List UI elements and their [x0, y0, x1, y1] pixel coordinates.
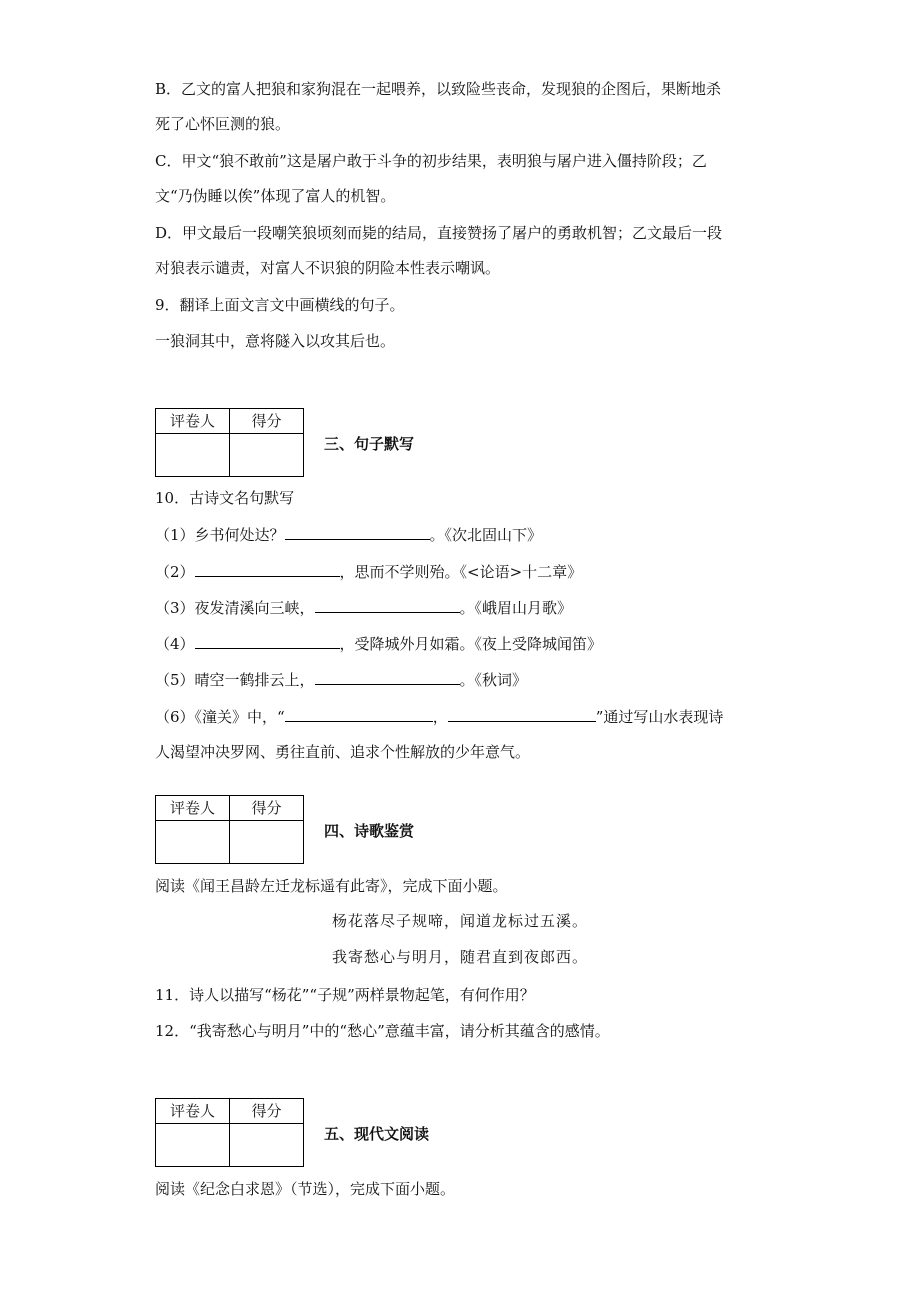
score-box-section4: [155, 795, 304, 864]
score-box-score-cell: [230, 434, 304, 477]
q10-item-1: [155, 524, 542, 545]
q10-item-4-post: ，受降城外月如霜。《夜上受降城闻笛》: [339, 635, 603, 653]
score-box-score-label: 得分: [230, 796, 304, 821]
q10-item-6-pre: （6）《潼关》中，“: [155, 708, 285, 726]
score-box-grader-label: 评卷人: [156, 409, 230, 434]
q10-item-2-post: ，思而不学则殆。《<论语>十二章》: [339, 563, 583, 581]
section-5-title: 五、现代文阅读: [324, 1125, 430, 1143]
q10-item-5-post: 。《秋词》: [459, 671, 528, 689]
q10-item-1-pre: （1）乡书何处达？: [155, 526, 285, 544]
q10-item-3: [155, 597, 572, 618]
score-box-grader-label: 评卷人: [156, 1099, 230, 1124]
option-c-line1: C．甲文“狼不敢前”这是屠户敢于斗争的初步结果，表明狼与屠户进入僵持阶段；乙: [155, 152, 707, 170]
option-b-line2: 死了心怀叵测的狼。: [155, 115, 291, 133]
section-5-intro: 阅读《纪念白求恩》（节选），完成下面小题。: [155, 1180, 456, 1198]
score-box-score-label: 得分: [230, 409, 304, 434]
option-d-line1: D．甲文最后一段嘲笑狼顷刻而毙的结局，直接赞扬了屠户的勇敢机智；乙文最后一段: [155, 224, 723, 242]
score-box-grader-cell: [156, 434, 230, 477]
q10-item-3-pre: （3）夜发清溪向三峡，: [155, 599, 315, 617]
q10-item-3-post: 。《峨眉山月歌》: [459, 599, 573, 617]
q10-item-4: [155, 633, 602, 654]
answer-blank[interactable]: [195, 633, 340, 649]
poem-line-1: 杨花落尽子规啼，闻道龙标过五溪。: [331, 912, 588, 930]
question-9-prompt: 9．翻译上面文言文中画横线的句子。: [155, 296, 405, 314]
option-b-line1: B．乙文的富人把狼和家狗混在一起喂养，以致险些丧命，发现狼的企图后，果断地杀: [155, 80, 722, 98]
q10-item-6-line2: 人渴望冲决罗网、勇往直前、追求个性解放的少年意气。: [155, 743, 531, 761]
section-4-title: 四、诗歌鉴赏: [324, 822, 415, 840]
option-c-line2: 文“乃伪睡以俟”体现了富人的机智。: [155, 187, 396, 205]
section-3-title: 三、句子默写: [324, 435, 415, 453]
q10-item-2: [155, 561, 582, 582]
q10-item-4-pre: （4）: [155, 635, 195, 653]
score-box-score-cell: [230, 821, 304, 864]
question-10-prompt: 10．古诗文名句默写: [155, 489, 295, 507]
score-box-grader-label: 评卷人: [156, 796, 230, 821]
answer-blank[interactable]: [195, 561, 340, 577]
poem-line-2: 我寄愁心与明月，随君直到夜郎西。: [331, 948, 588, 966]
question-11: 11．诗人以描写“杨花”“子规”两样景物起笔，有何作用？: [155, 986, 535, 1004]
q10-item-6-post: ”通过写山水表现诗: [595, 708, 724, 726]
answer-blank[interactable]: [448, 706, 596, 722]
question-9-sentence: 一狼洞其中，意将隧入以攻其后也。: [155, 332, 396, 350]
question-12: 12．“我寄愁心与明月”中的“愁心”意蕴丰富，请分析其蕴含的感情。: [155, 1022, 610, 1040]
answer-blank[interactable]: [285, 524, 430, 540]
score-box-score-cell: [230, 1124, 304, 1167]
score-box-grader-cell: [156, 1124, 230, 1167]
section-4-intro: 阅读《闻王昌龄左迁龙标遥有此寄》，完成下面小题。: [155, 877, 508, 895]
score-box-section5: [155, 1098, 304, 1167]
answer-blank[interactable]: [315, 597, 460, 613]
score-box-grader-cell: [156, 821, 230, 864]
option-d-line2: 对狼表示谴责，对富人不识狼的阴险本性表示嘲讽。: [155, 259, 501, 277]
q10-item-1-post: 。《次北固山下》: [429, 526, 543, 544]
q10-item-6: [155, 706, 723, 727]
q10-item-6-mid: ，: [432, 708, 448, 726]
q10-item-5: [155, 669, 527, 690]
q10-item-2-pre: （2）: [155, 563, 195, 581]
answer-blank[interactable]: [315, 669, 460, 685]
score-box-score-label: 得分: [230, 1099, 304, 1124]
answer-blank[interactable]: [285, 706, 433, 722]
score-box-section3: [155, 408, 304, 477]
q10-item-5-pre: （5）晴空一鹤排云上，: [155, 671, 315, 689]
